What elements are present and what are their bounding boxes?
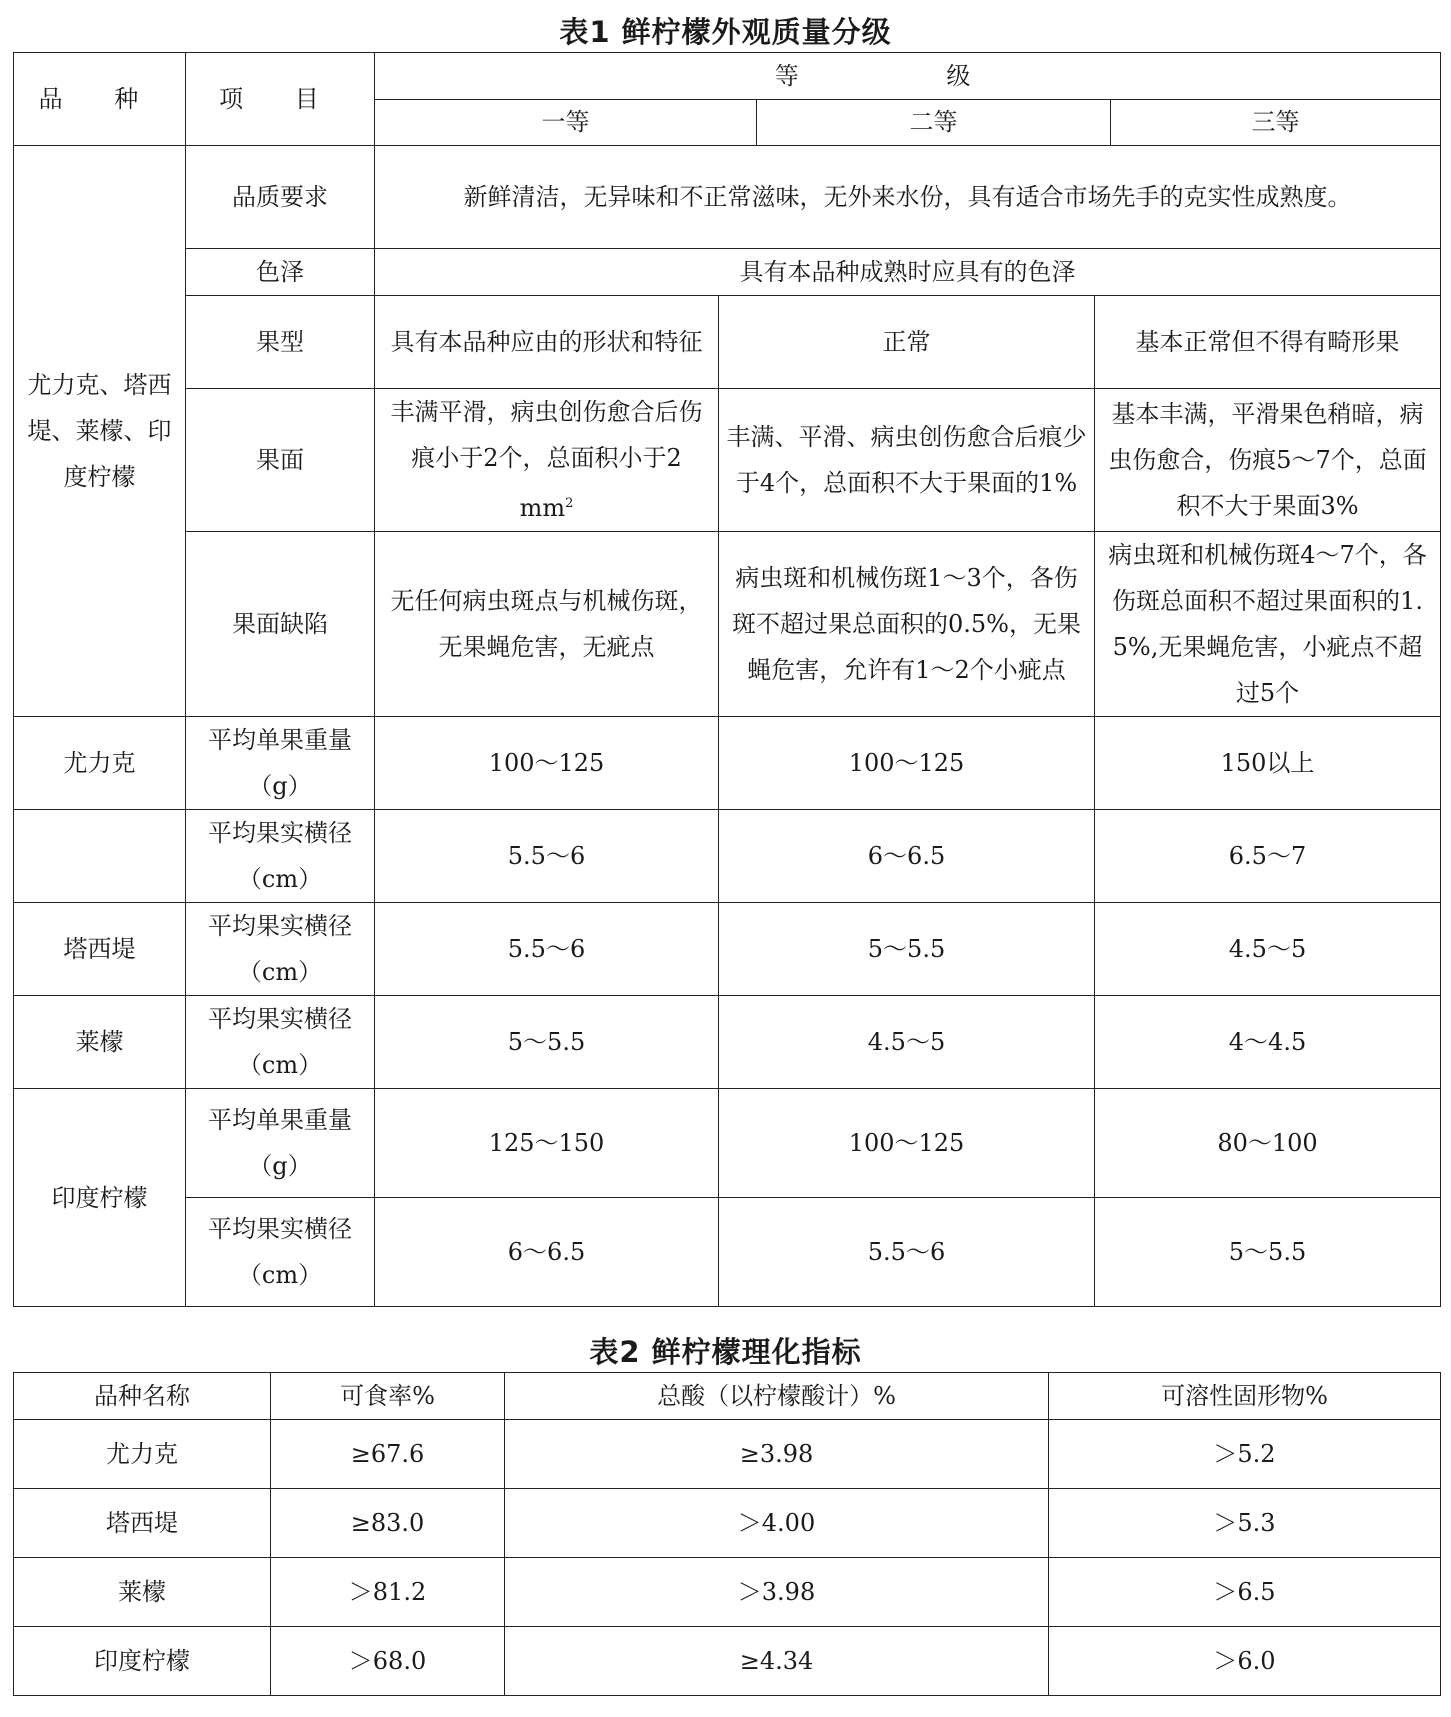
header-grade: 等 级: [375, 53, 1440, 100]
group-variety-cell: 尤力克、塔西堤、莱檬、印度柠檬: [14, 146, 186, 717]
table2-cell: ＞5.2: [1049, 1420, 1441, 1489]
header-variety: 品 种: [14, 53, 186, 146]
table2-cell: ＞4.00: [505, 1489, 1049, 1558]
appearance-grade-table: [13, 52, 1441, 1307]
table2-header-cell: 可溶性固形物%: [1049, 1373, 1441, 1420]
quality-text: 新鲜清洁，无异味和不正常滋味，无外来水份，具有适合市场先手的克实性成熟度。: [375, 146, 1441, 249]
table-row: [14, 1558, 1441, 1627]
row-variety: [14, 810, 186, 903]
table-row: [14, 1198, 1441, 1307]
header-grade-cell: [375, 53, 1441, 146]
table2-cell: ＞6.0: [1049, 1627, 1441, 1696]
table2-cell: ＞68.0: [271, 1627, 505, 1696]
surface-grade-1-unit: mm: [519, 494, 566, 522]
row-variety: 塔西堤: [14, 903, 186, 996]
row-variety: 印度柠檬: [14, 1089, 186, 1307]
table2-cell: 尤力克: [14, 1420, 271, 1489]
shape-grade-1: 具有本品种应由的形状和特征: [375, 296, 719, 389]
shape-grade-3: 基本正常但不得有畸形果: [1095, 296, 1441, 389]
table2-header-cell: 可食率%: [271, 1373, 505, 1420]
row-value: 6～6.5: [719, 810, 1095, 903]
surface-label: 果面: [186, 389, 375, 532]
table-row: [14, 1420, 1441, 1489]
row-value: 100～125: [375, 717, 719, 810]
row-value: 5.5～6: [375, 810, 719, 903]
row-item: 平均果实横径（cm）: [186, 810, 375, 903]
table2-cell: ≥83.0: [271, 1489, 505, 1558]
row-item: 平均单果重量（g）: [186, 1089, 375, 1198]
table2-cell: 莱檬: [14, 1558, 271, 1627]
row-value: 5～5.5: [375, 996, 719, 1089]
header-grade-levels: [375, 99, 1440, 145]
quality-label: 品质要求: [186, 146, 375, 249]
row-value: 6.5～7: [1095, 810, 1441, 903]
table1-title: 表1 鲜柠檬外观质量分级: [559, 15, 892, 49]
row-value: 100～125: [719, 1089, 1095, 1198]
table2-header-cell: 总酸（以柠檬酸计）%: [505, 1373, 1049, 1420]
defect-grade-1: 无任何病虫斑点与机械伤斑，无果蝇危害，无疵点: [375, 532, 719, 717]
table2-cell: ≥3.98: [505, 1420, 1049, 1489]
table2-cell: ≥67.6: [271, 1420, 505, 1489]
table-row: [14, 249, 1441, 296]
table-row: [14, 810, 1441, 903]
table-row: [14, 1627, 1441, 1696]
header-item: 项 目: [186, 53, 375, 146]
table-row: [14, 146, 1441, 249]
row-item: 平均果实横径（cm）: [186, 996, 375, 1089]
table2-cell: ＞3.98: [505, 1558, 1049, 1627]
row-value: 80～100: [1095, 1089, 1441, 1198]
row-value: 5～5.5: [719, 903, 1095, 996]
row-item: 平均单果重量（g）: [186, 717, 375, 810]
table-row: [14, 389, 1441, 532]
table2-cell: ＞6.5: [1049, 1558, 1441, 1627]
shape-label: 果型: [186, 296, 375, 389]
shape-grade-2: 正常: [719, 296, 1095, 389]
physicochemical-table: [13, 1372, 1441, 1696]
table-row: [14, 296, 1441, 389]
row-value: 5.5～6: [719, 1198, 1095, 1307]
header-grade-2: 二等: [756, 99, 1110, 145]
surface-grade-1-unit-exp: 2: [565, 496, 574, 511]
row-value: 4～4.5: [1095, 996, 1441, 1089]
table-row: [14, 717, 1441, 810]
defect-label: 果面缺陷: [186, 532, 375, 717]
table-row: [14, 996, 1441, 1089]
surface-grade-2: 丰满、平滑、病虫创伤愈合后痕少于4个，总面积不大于果面的1%: [719, 389, 1095, 532]
table-row: [14, 1489, 1441, 1558]
row-item: 平均果实横径（cm）: [186, 903, 375, 996]
table2-cell: 塔西堤: [14, 1489, 271, 1558]
table2-title: 表2 鲜柠檬理化指标: [589, 1335, 862, 1369]
table-row: [14, 903, 1441, 996]
color-label: 色泽: [186, 249, 375, 296]
table2-header-cell: 品种名称: [14, 1373, 271, 1420]
table2-header-row: [14, 1373, 1441, 1420]
header-grade-1: 一等: [541, 108, 590, 136]
color-text: 具有本品种成熟时应具有的色泽: [375, 249, 1441, 296]
table2-cell: ≥4.34: [505, 1627, 1049, 1696]
row-item: 平均果实横径（cm）: [186, 1198, 375, 1307]
table2-cell: 印度柠檬: [14, 1627, 271, 1696]
table-row: [14, 532, 1441, 717]
row-value: 4.5～5: [719, 996, 1095, 1089]
defect-grade-2: 病虫斑和机械伤斑1～3个，各伤斑不超过果总面积的0.5%，无果蝇危害，允许有1～2个小疵点: [719, 532, 1095, 717]
row-value: 125～150: [375, 1089, 719, 1198]
row-value: 150以上: [1095, 717, 1441, 810]
surface-grade-1: [375, 389, 719, 532]
row-value: 6～6.5: [375, 1198, 719, 1307]
surface-grade-3: 基本丰满，平滑果色稍暗，病虫伤愈合，伤痕5～7个，总面积不大于果面3%: [1095, 389, 1441, 532]
surface-grade-1-text: 丰满平滑，病虫创伤愈合后伤痕小于2个，总面积小于2: [390, 398, 703, 472]
row-variety: 莱檬: [14, 996, 186, 1089]
table2-cell: ＞5.3: [1049, 1489, 1441, 1558]
row-variety: 尤力克: [14, 717, 186, 810]
row-value: 100～125: [719, 717, 1095, 810]
row-value: 4.5～5: [1095, 903, 1441, 996]
table-row: [14, 1089, 1441, 1198]
defect-grade-3: 病虫斑和机械伤斑4～7个，各伤斑总面积不超过果面积的1.5%,无果蝇危害，小疵点不超过5个: [1095, 532, 1441, 717]
header-grade-3: 三等: [1110, 99, 1440, 145]
table2-cell: ＞81.2: [271, 1558, 505, 1627]
row-value: 5.5～6: [375, 903, 719, 996]
table1-header-row: [14, 53, 1441, 146]
row-value: 5～5.5: [1095, 1198, 1441, 1307]
